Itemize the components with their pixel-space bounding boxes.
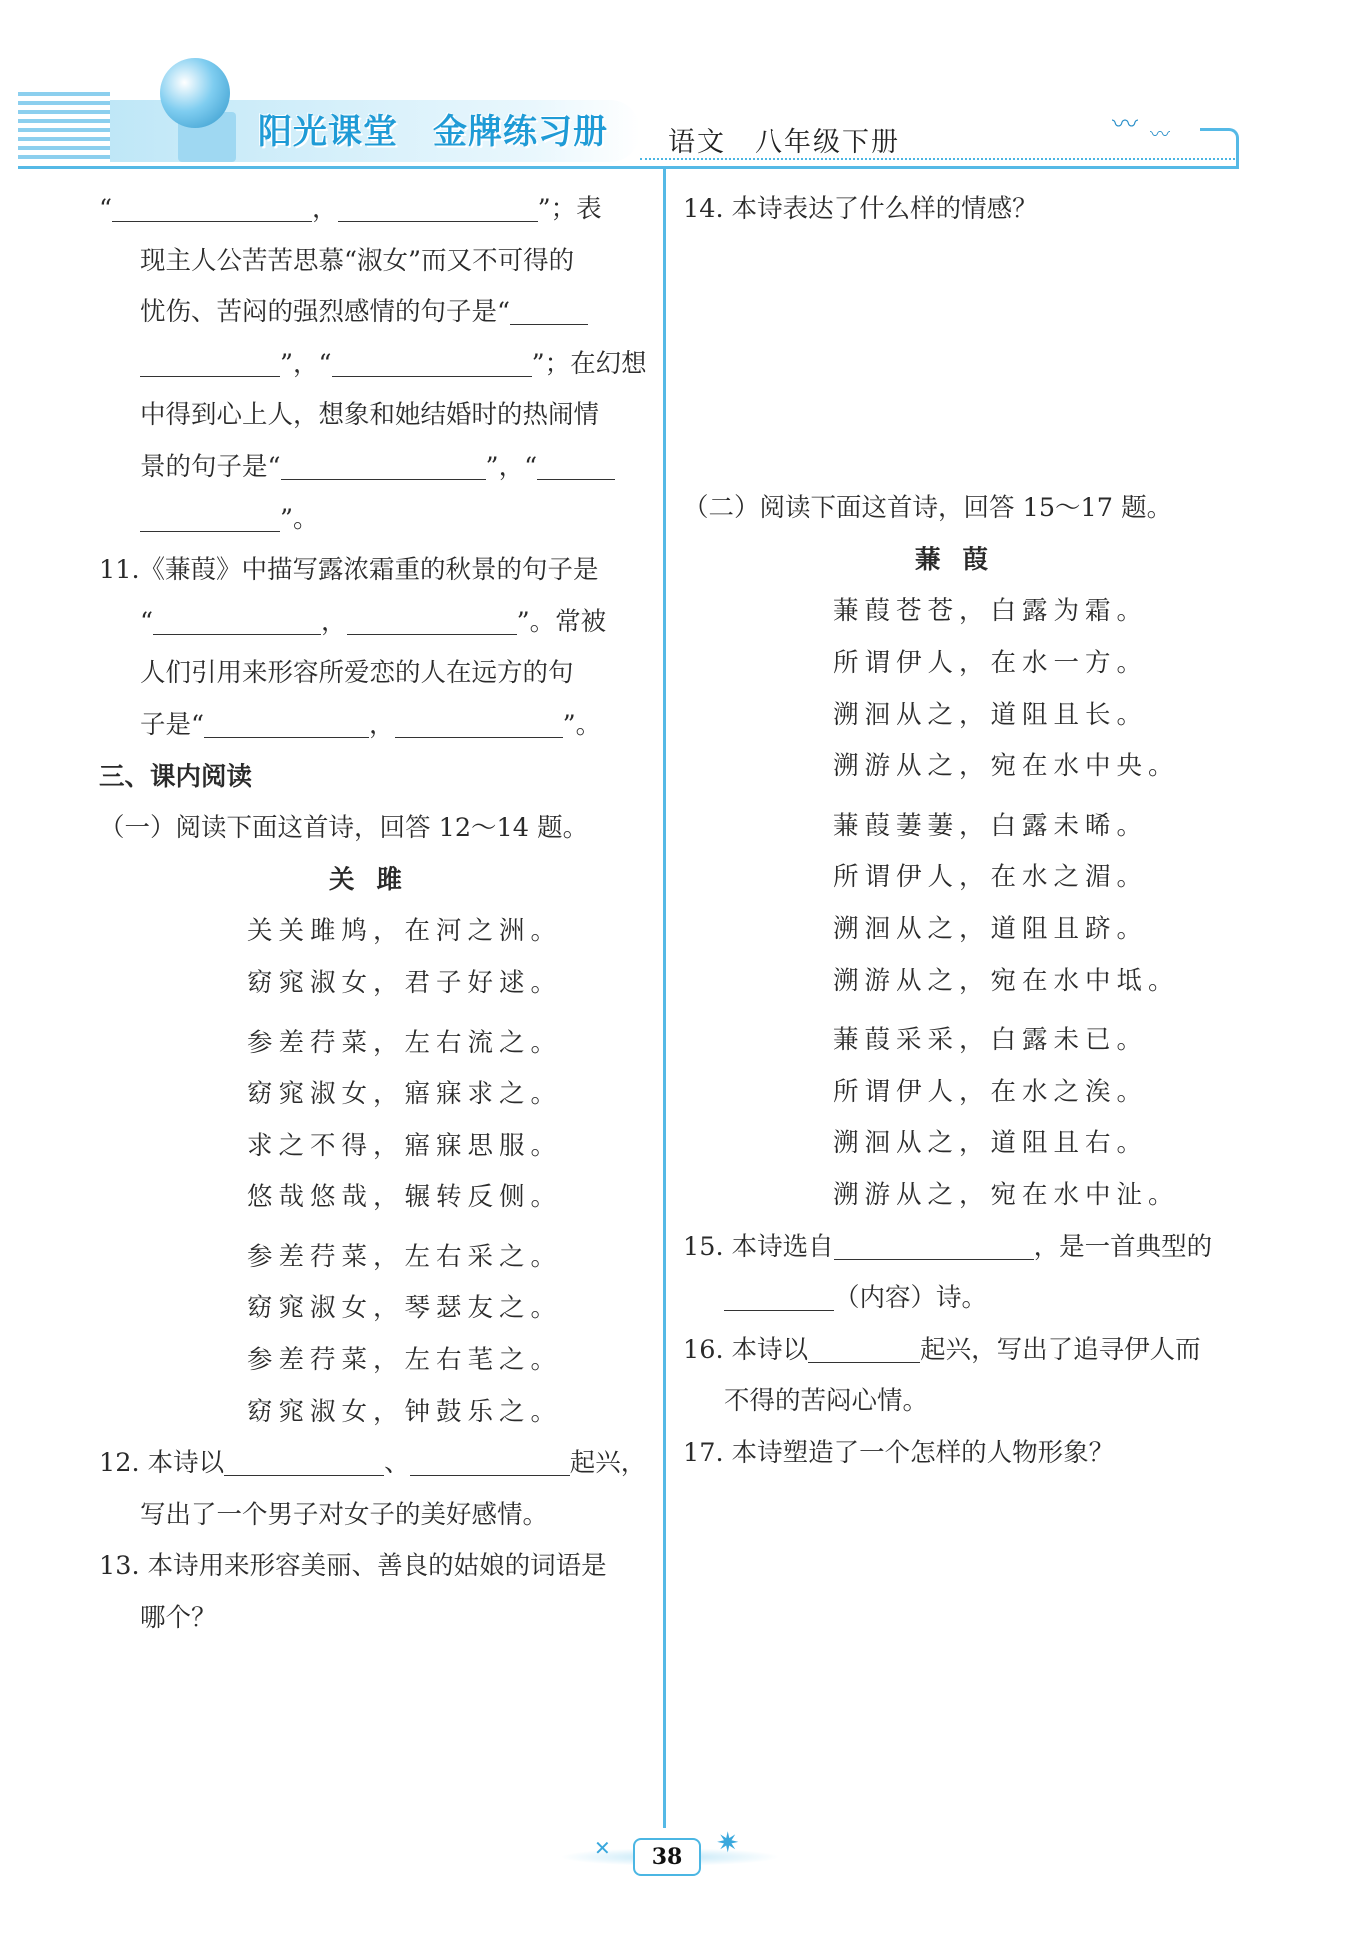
column-divider	[663, 168, 666, 1828]
poem-line: 蒹葭苍苍，白露为霜。	[833, 596, 1149, 627]
text-segment: 起兴，	[569, 1448, 647, 1479]
answer-blank[interactable]	[112, 189, 312, 222]
text-line	[99, 597, 651, 649]
poem-stanza	[683, 1015, 1243, 1221]
stanza-gap	[683, 793, 1243, 801]
header-dotted-rule	[640, 158, 1235, 160]
answer-blank[interactable]	[338, 189, 538, 222]
header-rule	[18, 166, 1238, 169]
stanza-gap	[99, 1010, 651, 1018]
text-segment: 13. 本诗用来形容美丽、善良的姑娘的词语是	[99, 1551, 607, 1582]
seagull-icon: 〰	[1150, 122, 1170, 146]
poem-line: 溯游从之，宛在水中央。	[833, 751, 1180, 782]
answer-blank[interactable]	[140, 344, 280, 377]
poem-line: 关关雎鸠，在河之洲。	[247, 916, 563, 947]
globe-icon	[160, 58, 230, 128]
answer-blank[interactable]	[153, 602, 321, 635]
text-segment: 12. 本诗以	[99, 1448, 225, 1479]
text-segment: （内容）诗。	[834, 1283, 988, 1314]
text-line	[99, 442, 651, 494]
text-segment: 现主人公苦苦思慕“淑女”而又不可得的	[140, 245, 575, 276]
text-segment: 中得到心上人，想象和她结婚时的热闹情	[140, 400, 600, 431]
text-line	[99, 494, 651, 546]
text-line	[99, 700, 651, 752]
poem-stanza	[99, 1232, 651, 1438]
text-segment: 哪个？	[140, 1603, 217, 1634]
poem-line: 参差荇菜，左右采之。	[247, 1241, 563, 1272]
poem-stanza	[99, 1018, 651, 1224]
poem-line: 蒹葭萋萋，白露未晞。	[833, 810, 1149, 841]
series-title: 阳光课堂 金牌练习册	[258, 112, 608, 152]
stanza-gap	[99, 1224, 651, 1232]
text-line	[99, 803, 651, 855]
answer-blank[interactable]	[140, 499, 280, 532]
text-line	[99, 184, 651, 236]
answer-space[interactable]	[683, 236, 1243, 484]
poem-line: 求之不得，寤寐思服。	[247, 1130, 563, 1161]
text-line	[99, 1490, 651, 1542]
text-segment: 16. 本诗以	[683, 1334, 809, 1365]
text-segment: ”。常被	[516, 606, 607, 637]
answer-blank[interactable]	[724, 1278, 834, 1311]
answer-blank[interactable]	[510, 292, 588, 325]
poem-line: 窈窕淑女，琴瑟友之。	[247, 1293, 563, 1324]
poem-line: 所谓伊人，在水之涘。	[833, 1076, 1149, 1107]
page-number: 38	[633, 1838, 701, 1876]
text-line	[683, 1376, 1243, 1428]
text-segment: 、	[384, 1448, 410, 1479]
poem-line: 窈窕淑女，寤寐求之。	[247, 1079, 563, 1110]
header-rule-endcap	[1200, 128, 1239, 169]
poem-line: 溯游从之，宛在水中沚。	[833, 1179, 1180, 1210]
answer-blank[interactable]	[281, 447, 486, 480]
answer-blank[interactable]	[808, 1330, 920, 1363]
seagull-icon: 〰	[1112, 110, 1139, 140]
text-segment: 写出了一个男子对女子的美好感情。	[140, 1499, 549, 1530]
text-segment: 起兴，写出了追寻伊人而	[920, 1334, 1201, 1365]
text-line	[99, 390, 651, 442]
text-segment: ”。	[562, 709, 602, 740]
text-segment: ，	[321, 606, 347, 637]
text-segment: 忧伤、苦闷的强烈感情的句子是“	[140, 297, 511, 328]
text-line	[99, 648, 651, 700]
text-segment: （一）阅读下面这首诗，回答 12～14 题。	[99, 813, 589, 844]
poem-line: 窈窕淑女，钟鼓乐之。	[247, 1396, 563, 1427]
text-line	[683, 1222, 1243, 1274]
text-segment: 不得的苦闷心情。	[724, 1386, 929, 1417]
right-column	[683, 184, 1243, 1480]
poem-line: 溯洄从之，道阻且长。	[833, 699, 1149, 730]
answer-blank[interactable]	[347, 602, 517, 635]
poem-line: 溯游从之，宛在水中坻。	[833, 965, 1180, 996]
text-segment: 17. 本诗塑造了一个怎样的人物形象？	[683, 1437, 1115, 1468]
text-segment: 15. 本诗选自	[683, 1231, 834, 1262]
text-line	[99, 339, 651, 391]
poem-line: 所谓伊人，在水之湄。	[833, 862, 1149, 893]
subject-grade: 语文 八年级下册	[668, 127, 900, 158]
poem-line: 参差荇菜，左右流之。	[247, 1027, 563, 1058]
text-segment: 景的句子是“	[140, 451, 281, 482]
text-segment: ”，“	[280, 348, 332, 379]
poem-line: 窈窕淑女，君子好逑。	[247, 967, 563, 998]
text-segment: ”；表	[537, 194, 602, 224]
poem-title: 蒹葭	[915, 544, 1011, 575]
text-segment: ”，“	[485, 451, 538, 482]
answer-blank[interactable]	[395, 705, 563, 738]
answer-blank[interactable]	[224, 1443, 384, 1476]
text-segment: ，	[369, 709, 395, 740]
sparkle-icon: ✕	[594, 1836, 611, 1860]
header-stripes	[18, 92, 110, 164]
poem-line: 溯洄从之，道阻且跻。	[833, 914, 1149, 945]
text-line	[99, 236, 651, 288]
answer-blank[interactable]	[834, 1227, 1034, 1260]
text-segment: ，	[312, 194, 338, 224]
answer-blank[interactable]	[410, 1443, 570, 1476]
poem-line: 参差荇菜，左右芼之。	[247, 1345, 563, 1376]
answer-blank[interactable]	[537, 447, 615, 480]
section-heading: 三、课内阅读	[99, 761, 253, 792]
text-line	[99, 1593, 651, 1645]
left-column	[99, 184, 651, 1645]
text-segment: “	[99, 194, 113, 224]
text-segment: 14. 本诗表达了什么样的情感？	[683, 194, 1038, 224]
text-line	[683, 483, 1243, 535]
text-line	[99, 545, 651, 597]
poem-title: 关雎	[329, 864, 425, 895]
text-segment: 人们引用来形容所爱恋的人在远方的句	[140, 658, 574, 689]
text-segment: 11.《蒹葭》中描写露浓霜重的秋景的句子是	[99, 555, 599, 586]
poem-line: 蒹葭采采，白露未已。	[833, 1025, 1149, 1056]
text-segment: ”。	[280, 503, 319, 534]
text-line	[99, 1438, 651, 1490]
poem-stanza	[683, 586, 1243, 792]
text-segment: ”；在幻想	[531, 348, 647, 379]
text-segment: “	[140, 606, 154, 637]
text-line	[99, 287, 651, 339]
text-line	[683, 1428, 1243, 1480]
poem-line: 所谓伊人，在水一方。	[833, 648, 1149, 679]
stanza-gap	[683, 1007, 1243, 1015]
text-segment: （二）阅读下面这首诗，回答 15～17 题。	[683, 493, 1173, 524]
poem-stanza	[683, 801, 1243, 1007]
text-line	[683, 1273, 1243, 1325]
text-segment: 子是“	[140, 709, 205, 740]
text-line	[99, 1541, 651, 1593]
poem-stanza	[99, 906, 651, 1009]
text-line	[683, 184, 1243, 236]
answer-blank[interactable]	[204, 705, 369, 738]
answer-blank[interactable]	[332, 344, 532, 377]
text-segment: ，是一首典型的	[1033, 1231, 1213, 1262]
poem-line: 溯洄从之，道阻且右。	[833, 1128, 1149, 1159]
pinwheel-icon: ✷	[716, 1826, 740, 1859]
text-line	[683, 1325, 1243, 1377]
poem-line: 悠哉悠哉，辗转反侧。	[247, 1182, 563, 1213]
